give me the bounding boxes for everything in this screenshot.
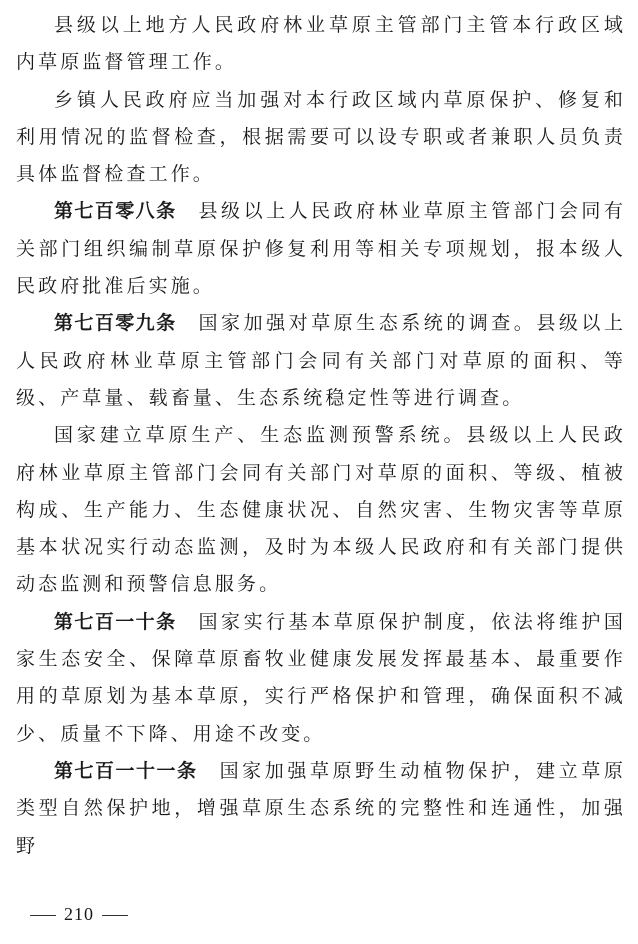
paragraph-2 <box>16 82 626 194</box>
page-number: 210 <box>64 904 94 924</box>
article-709-title: 第七百零九条 <box>54 312 177 335</box>
paragraph-1-text: 县级以上地方人民政府林业草原主管部门主管本行政区域内草原监督管理工作。 <box>16 14 626 74</box>
article-710-title: 第七百一十条 <box>54 610 177 633</box>
paragraph-1 <box>16 7 626 82</box>
article-711-title: 第七百一十一条 <box>54 759 198 782</box>
footer-dash-right <box>102 915 128 916</box>
article-710-text: 国家实行基本草原保护制度，依法将维护国家生态安全、保障草原畜牧业健康发展发挥最基本、最重要作用的草原划为基本草原，实行严格保护和管理，确保面积不减少、质量不下降、用途不改变。 <box>16 610 626 745</box>
footer-dash-left <box>30 915 56 916</box>
document-body <box>16 0 626 865</box>
article-710 <box>16 604 626 753</box>
article-709 <box>16 305 626 417</box>
article-708-title: 第七百零八条 <box>54 200 177 223</box>
article-709-paragraph-2-text: 国家建立草原生产、生态监测预警系统。县级以上人民政府林业草原主管部门会同有关部门对草原的面积、等级、植被构成、生产能力、生态健康状况、自然灾害、生物灾害等草原基本状况实行动态监测，及时为本级人民政府和有关部门提供动态监测和预警信息服务。 <box>16 424 626 596</box>
paragraph-2-text: 乡镇人民政府应当加强对本行政区域内草原保护、修复和利用情况的监督检查，根据需要可以设专职或者兼职人员负责具体监督检查工作。 <box>16 88 626 186</box>
page-footer <box>22 904 136 925</box>
article-709-paragraph-2 <box>16 417 626 603</box>
article-711 <box>16 753 626 865</box>
article-708 <box>16 193 626 305</box>
article-711-text: 国家加强草原野生动植物保护，建立草原类型自然保护地，增强草原生态系统的完整性和连通性，加强野 <box>16 759 626 857</box>
article-708-text: 县级以上人民政府林业草原主管部门会同有关部门组织编制草原保护修复利用等相关专项规划，报本级人民政府批准后实施。 <box>16 200 626 298</box>
article-709-text: 国家加强对草原生态系统的调查。县级以上人民政府林业草原主管部门会同有关部门对草原的面积、等级、产草量、载畜量、生态系统稳定性等进行调查。 <box>16 312 626 409</box>
